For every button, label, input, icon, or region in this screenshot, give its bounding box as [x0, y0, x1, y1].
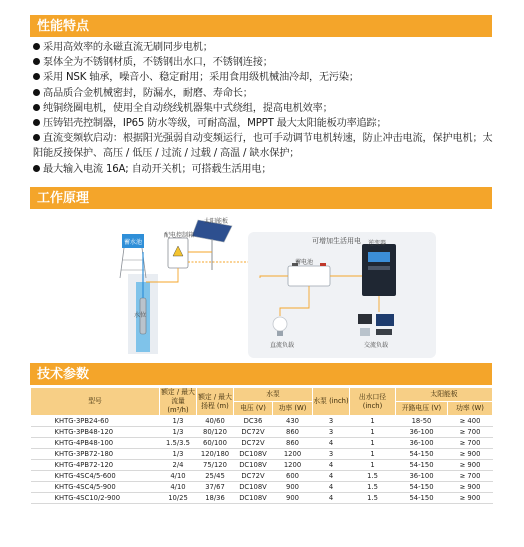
- bullet-icon: [33, 104, 40, 111]
- table-cell: DC108V: [234, 449, 273, 460]
- table-cell: 900: [273, 493, 313, 504]
- feature-text: 采用 NSK 轴承，噪音小、稳定耐用；采用食用级机械油冷却，无污染；: [43, 72, 359, 84]
- table-cell: KHTG-3PB48-120: [31, 427, 160, 438]
- table-cell: 1.5: [350, 482, 396, 493]
- table-cell: 1: [350, 427, 396, 438]
- section-title-features: 性能特点: [30, 15, 492, 37]
- bullet-icon: [33, 43, 40, 50]
- bullet-icon: [33, 119, 40, 126]
- feature-item: [33, 101, 495, 116]
- params-table-wrap: [30, 387, 492, 504]
- header-model: 型号: [31, 388, 160, 416]
- header-solar: 太阳能板: [396, 388, 493, 402]
- table-cell: 1/3: [160, 427, 197, 438]
- table-cell: DC108V: [234, 482, 273, 493]
- table-row: [31, 449, 493, 460]
- header-open-voltage: 开路电压 (V): [396, 402, 448, 416]
- bullet-icon: [33, 58, 40, 65]
- feature-item: [33, 131, 495, 161]
- feature-item: [33, 162, 495, 177]
- feature-text: 高品质合金机械密封，防漏水，耐磨、寿命长；: [43, 87, 253, 99]
- table-cell: ≥ 900: [448, 482, 493, 493]
- feature-text: 压铸铝壳控制器，IP65 防水等级，可耐高温，MPPT 最大太阳能板功率追踪；: [43, 118, 387, 130]
- table-cell: 1: [350, 438, 396, 449]
- header-power: 功率 (W): [273, 402, 313, 416]
- table-cell: 1/3: [160, 416, 197, 427]
- feature-item: [33, 70, 495, 85]
- table-cell: 4: [313, 482, 350, 493]
- table-cell: ≥ 700: [448, 427, 493, 438]
- feature-item: [33, 86, 495, 101]
- table-cell: 3: [313, 427, 350, 438]
- table-cell: KHTG-4SC4/5-900: [31, 482, 160, 493]
- feature-text: 最大输入电流 16A; 自动开关机；可搭载生活用电；: [43, 163, 272, 175]
- label-dc-load: 直流负载: [270, 342, 295, 349]
- label-water-level: 水位: [134, 312, 147, 319]
- table-cell: 4: [313, 460, 350, 471]
- table-cell: ≥ 700: [448, 471, 493, 482]
- table-cell: 40/60: [197, 416, 234, 427]
- table-cell: 600: [273, 471, 313, 482]
- table-cell: 1: [350, 416, 396, 427]
- table-cell: 54-150: [396, 482, 448, 493]
- header-solar-power: 功率 (W): [448, 402, 493, 416]
- table-row: [31, 427, 493, 438]
- table-cell: 2/4: [160, 460, 197, 471]
- feature-item: [33, 40, 495, 55]
- table-cell: 1: [350, 460, 396, 471]
- header-pump: 水泵: [234, 388, 313, 402]
- table-cell: DC108V: [234, 460, 273, 471]
- feature-item: [33, 116, 495, 131]
- table-cell: 1200: [273, 460, 313, 471]
- table-cell: 860: [273, 427, 313, 438]
- label-solar-panel: 太阳能板: [204, 218, 229, 225]
- feature-list: [33, 40, 495, 177]
- header-hp: 水泵 (inch): [313, 388, 350, 416]
- table-cell: ≥ 700: [448, 438, 493, 449]
- table-cell: 4: [313, 493, 350, 504]
- table-cell: 36-100: [396, 438, 448, 449]
- monitor-icon: [376, 314, 394, 326]
- table-cell: 60/100: [197, 438, 234, 449]
- table-cell: KHTG-3PB24-60: [31, 416, 160, 427]
- table-cell: 80/120: [197, 427, 234, 438]
- feature-item: [33, 55, 495, 70]
- table-row: [31, 482, 493, 493]
- table-cell: 54-150: [396, 460, 448, 471]
- table-cell: KHTG-3PB72-180: [31, 449, 160, 460]
- table-cell: 900: [273, 482, 313, 493]
- table-cell: 3: [313, 416, 350, 427]
- table-cell: DC36: [234, 416, 273, 427]
- feature-text: 纯铜绕圈电机，使用全自动绕线机器集中式绕组，提高电机效率；: [43, 102, 333, 114]
- table-cell: 1.5: [350, 493, 396, 504]
- working-principle-diagram: [80, 212, 440, 360]
- table-cell: 18-50: [396, 416, 448, 427]
- appliance-icon: [360, 328, 370, 336]
- bullet-icon: [33, 89, 40, 96]
- table-cell: 3: [313, 449, 350, 460]
- table-cell: DC72V: [234, 427, 273, 438]
- table-cell: 54-150: [396, 449, 448, 460]
- table-cell: ≥ 900: [448, 493, 493, 504]
- table-cell: 430: [273, 416, 313, 427]
- table-cell: 4: [313, 438, 350, 449]
- table-cell: 120/180: [197, 449, 234, 460]
- table-cell: 860: [273, 438, 313, 449]
- label-battery: 蓄电池: [295, 259, 314, 266]
- diagram-illustration: [80, 212, 440, 360]
- header-voltage: 电压 (V): [234, 402, 273, 416]
- table-cell: 1200: [273, 449, 313, 460]
- tv-icon: [358, 314, 372, 324]
- label-household: 可增加生活用电: [312, 237, 361, 245]
- table-row: [31, 460, 493, 471]
- bullet-icon: [33, 165, 40, 172]
- table-cell: KHTG-4SC10/2-900: [31, 493, 160, 504]
- table-cell: 10/25: [160, 493, 197, 504]
- section-title-params: 技术参数: [30, 363, 492, 385]
- table-row: [31, 493, 493, 504]
- table-cell: DC72V: [234, 438, 273, 449]
- table-cell: 1.5/3.5: [160, 438, 197, 449]
- bullet-icon: [33, 73, 40, 80]
- section-title-principle: 工作原理: [30, 187, 492, 209]
- table-cell: 1/3: [160, 449, 197, 460]
- bulb-icon: [273, 317, 287, 331]
- laptop-icon: [376, 329, 392, 335]
- table-cell: 54-150: [396, 493, 448, 504]
- label-ac-load: 交流负载: [364, 342, 389, 349]
- table-cell: DC108V: [234, 493, 273, 504]
- table-cell: ≥ 900: [448, 460, 493, 471]
- header-head: 额定 / 最大 扬程 (m): [197, 388, 234, 416]
- table-cell: 18/36: [197, 493, 234, 504]
- table-cell: 4/10: [160, 471, 197, 482]
- params-table: [30, 387, 493, 504]
- table-cell: ≥ 400: [448, 416, 493, 427]
- header-outlet: 出水口径 (inch): [350, 388, 396, 416]
- table-cell: DC72V: [234, 471, 273, 482]
- feature-text: 泵体全为不锈钢材质，不锈钢出水口，不锈钢连接；: [43, 57, 273, 69]
- table-cell: 25/45: [197, 471, 234, 482]
- header-flow: 额定 / 最大 流量 (m³/h): [161, 388, 195, 414]
- label-controller: 配电控制箱: [164, 232, 195, 239]
- table-cell: 4: [313, 471, 350, 482]
- params-table-body: [31, 416, 493, 504]
- label-water-tank: 蓄水池: [124, 239, 143, 246]
- table-cell: 4/10: [160, 482, 197, 493]
- bullet-icon: [33, 134, 40, 141]
- table-row: [31, 471, 493, 482]
- label-inverter: 逆变器: [368, 240, 387, 247]
- table-cell: 36-100: [396, 427, 448, 438]
- feature-text: 直流变频软启动：根据阳光强弱自动变频运行，也可手动调节电机转速，防止冲击电流，保护电机；太阳能反接保护、高压 / 低压 / 过流 / 过载 / 高温 / 缺水保护；: [33, 133, 493, 160]
- table-cell: 1: [350, 449, 396, 460]
- table-cell: 1.5: [350, 471, 396, 482]
- battery-icon: [288, 266, 330, 286]
- table-cell: KHTG-4PB48-100: [31, 438, 160, 449]
- table-cell: KHTG-4SC4/5-600: [31, 471, 160, 482]
- table-cell: ≥ 900: [448, 449, 493, 460]
- table-row: [31, 416, 493, 427]
- table-cell: KHTG-4PB72-120: [31, 460, 160, 471]
- table-cell: 75/120: [197, 460, 234, 471]
- table-row: [31, 438, 493, 449]
- table-cell: 37/67: [197, 482, 234, 493]
- table-cell: 36-100: [396, 471, 448, 482]
- feature-text: 采用高效率的永磁直流无刷同步电机；: [43, 42, 213, 53]
